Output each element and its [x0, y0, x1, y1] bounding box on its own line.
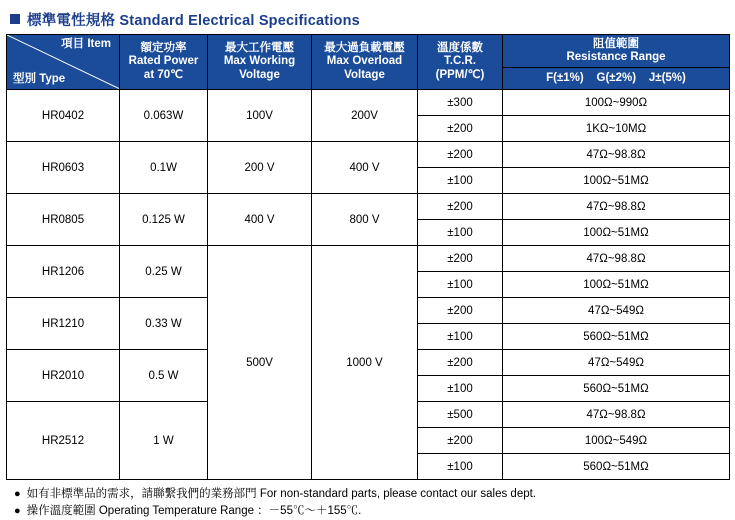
header-max-working-zh: 最大工作電壓: [225, 41, 294, 54]
cell-resistance-range: 100Ω~990Ω: [503, 90, 730, 116]
footnote-text: 操作溫度範圍 Operating Temperature Range ：－55℃～＋155℃.: [26, 505, 362, 517]
cell-tcr: ±500: [418, 402, 503, 428]
cell-type: HR2512: [7, 402, 120, 480]
header-max-overload-en1: Max Overload: [326, 55, 403, 68]
header-corner-item-type: [7, 35, 120, 90]
cell-resistance-range: 47Ω~98.8Ω: [503, 246, 730, 272]
header-tcr-zh: 溫度係數: [437, 41, 483, 54]
standard-electrical-specifications-table: [6, 34, 730, 480]
cell-type: HR0603: [7, 142, 120, 194]
cell-rated-power: 0.1W: [120, 142, 208, 194]
footnote-item: [14, 486, 729, 503]
cell-max-working-voltage: 100V: [208, 90, 312, 142]
cell-resistance-range: 100Ω~51MΩ: [503, 168, 730, 194]
header-item-label: 項目 Item: [61, 38, 111, 50]
cell-tcr: ±100: [418, 168, 503, 194]
table-row: [7, 90, 730, 116]
cell-tcr: ±100: [418, 220, 503, 246]
cell-tcr: ±100: [418, 454, 503, 480]
bullet-icon: ●: [14, 488, 21, 500]
bullet-icon: ●: [14, 505, 21, 517]
table-row: [7, 142, 730, 168]
footnote-item: [14, 503, 729, 520]
header-max-overload-en2: Voltage: [344, 68, 385, 81]
cell-tcr: ±300: [418, 90, 503, 116]
header-max-working-voltage: [208, 35, 312, 90]
header-max-working-en2: Voltage: [239, 68, 280, 81]
header-resistance-en: Resistance Range: [566, 51, 666, 64]
cell-rated-power: 0.5 W: [120, 350, 208, 402]
cell-resistance-range: 100Ω~51MΩ: [503, 220, 730, 246]
footnote-text: 如有非標準品的需求，請聯繫我們的業務部門 For non-standard parts, please contact our sales dept.: [26, 488, 537, 500]
cell-type: HR0402: [7, 90, 120, 142]
header-tolerance-f: F(±1%): [546, 72, 584, 85]
page-title-text: 標準電性規格 Standard Electrical Specifications: [27, 12, 360, 29]
cell-tcr: ±200: [418, 428, 503, 454]
cell-tcr: ±200: [418, 194, 503, 220]
cell-max-overload-voltage: 800 V: [312, 194, 418, 246]
cell-tcr: ±100: [418, 324, 503, 350]
cell-max-overload-voltage: 1000 V: [312, 246, 418, 480]
cell-resistance-range: 560Ω~51MΩ: [503, 376, 730, 402]
cell-type: HR1206: [7, 246, 120, 298]
cell-resistance-range: 47Ω~98.8Ω: [503, 402, 730, 428]
cell-max-working-voltage: 500V: [208, 246, 312, 480]
header-rated-power: [120, 35, 208, 90]
cell-max-working-voltage: 200 V: [208, 142, 312, 194]
cell-resistance-range: 1KΩ~10MΩ: [503, 116, 730, 142]
cell-rated-power: 0.063W: [120, 90, 208, 142]
table-row: [7, 194, 730, 220]
header-tcr-en2: (PPM/℃): [435, 68, 485, 81]
cell-resistance-range: 560Ω~51MΩ: [503, 454, 730, 480]
header-tcr-en1: T.C.R.: [444, 55, 476, 68]
cell-max-working-voltage: 400 V: [208, 194, 312, 246]
header-rated-power-en2: at 70℃: [143, 68, 184, 81]
cell-rated-power: 0.25 W: [120, 246, 208, 298]
cell-tcr: ±200: [418, 350, 503, 376]
header-tolerance-g: G(±2%): [596, 72, 637, 85]
cell-type: HR1210: [7, 298, 120, 350]
cell-tcr: ±200: [418, 246, 503, 272]
header-tolerance-j: J±(5%): [648, 72, 686, 85]
cell-type: HR2010: [7, 350, 120, 402]
cell-tcr: ±200: [418, 116, 503, 142]
square-bullet-icon: [10, 14, 20, 24]
cell-resistance-range: 47Ω~98.8Ω: [503, 142, 730, 168]
header-tcr: [418, 35, 503, 90]
header-rated-power-zh: 額定功率: [140, 41, 187, 54]
table-body: [7, 90, 730, 480]
cell-resistance-range: 47Ω~98.8Ω: [503, 194, 730, 220]
cell-rated-power: 0.125 W: [120, 194, 208, 246]
cell-resistance-range: 100Ω~51MΩ: [503, 272, 730, 298]
cell-type: HR0805: [7, 194, 120, 246]
cell-tcr: ±200: [418, 298, 503, 324]
header-resistance-range: [503, 35, 730, 68]
cell-resistance-range: 100Ω~549Ω: [503, 428, 730, 454]
cell-resistance-range: 47Ω~549Ω: [503, 350, 730, 376]
cell-tcr: ±100: [418, 272, 503, 298]
cell-max-overload-voltage: 200V: [312, 90, 418, 142]
cell-resistance-range: 47Ω~549Ω: [503, 298, 730, 324]
header-rated-power-en1: Rated Power: [128, 55, 199, 68]
header-max-working-en1: Max Working: [223, 55, 296, 68]
header-max-overload-zh: 最大過負載電壓: [324, 41, 405, 54]
cell-resistance-range: 560Ω~51MΩ: [503, 324, 730, 350]
footnotes: [6, 486, 729, 520]
cell-tcr: ±200: [418, 142, 503, 168]
cell-max-overload-voltage: 400 V: [312, 142, 418, 194]
cell-tcr: ±100: [418, 376, 503, 402]
header-tolerance-classes: [503, 68, 730, 90]
table-header: [7, 35, 730, 90]
cell-rated-power: 0.33 W: [120, 298, 208, 350]
header-max-overload-voltage: [312, 35, 418, 90]
table-row: [7, 246, 730, 272]
page-title: [6, 8, 729, 30]
header-type-label: 型別 Type: [13, 72, 66, 85]
header-resistance-zh: 阻值範圍: [593, 37, 639, 50]
cell-rated-power: 1 W: [120, 402, 208, 480]
